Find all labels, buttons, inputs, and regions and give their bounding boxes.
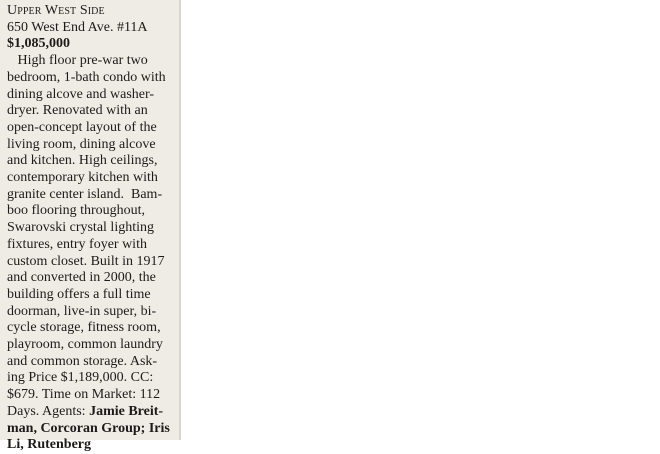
description-line: cycle storage, fitness room, [7,320,161,336]
agents-prefix: Days. Agents: [7,403,90,419]
description-line: building offers a full time [7,286,151,302]
newspaper-clipping [0,0,181,453]
description-line: open-concept layout of the [7,119,157,135]
agents-line [7,404,179,421]
listing-description [7,53,179,454]
agent-name: Li, Rutenberg [7,437,91,453]
description-line: ing Price $1,189,000. CC: [7,370,154,386]
description-line: and common storage. Ask- [7,353,158,369]
description-line: custom closet. Built in 1917 [7,253,165,269]
agent-name: Jamie Breit- [89,403,164,419]
description-line: granite center island. Bam- [7,186,163,202]
description-line: playroom, common laundry [7,337,163,353]
listing-entry [7,3,179,454]
description-line: dryer. Renovated with an [7,103,148,119]
agent-name: man, Corcoran Group; Iris [7,420,170,436]
listing-price: $1,085,000 [7,36,70,52]
description-line: fixtures, entry foyer with [7,236,147,252]
description-line: doorman, live-in super, bi- [7,303,157,319]
description-line: High floor pre-war two [7,53,148,69]
neighborhood-heading: Upper West Side [7,3,105,18]
description-line: living room, dining alcove [7,136,156,152]
listing-address: 650 West End Ave. #11A [7,19,148,35]
description-line: and kitchen. High ceilings, [7,153,158,169]
description-line: and converted in 2000, the [7,270,156,286]
clipping-edge [179,0,181,440]
description-line: $679. Time on Market: 112 [7,387,161,403]
description-line: bedroom, 1-bath condo with [7,69,166,85]
description-line: Swarovski crystal lighting [7,220,154,236]
description-line: dining alcove and washer- [7,86,155,102]
description-line: boo flooring throughout, [7,203,146,219]
description-line: contemporary kitchen with [7,170,158,186]
